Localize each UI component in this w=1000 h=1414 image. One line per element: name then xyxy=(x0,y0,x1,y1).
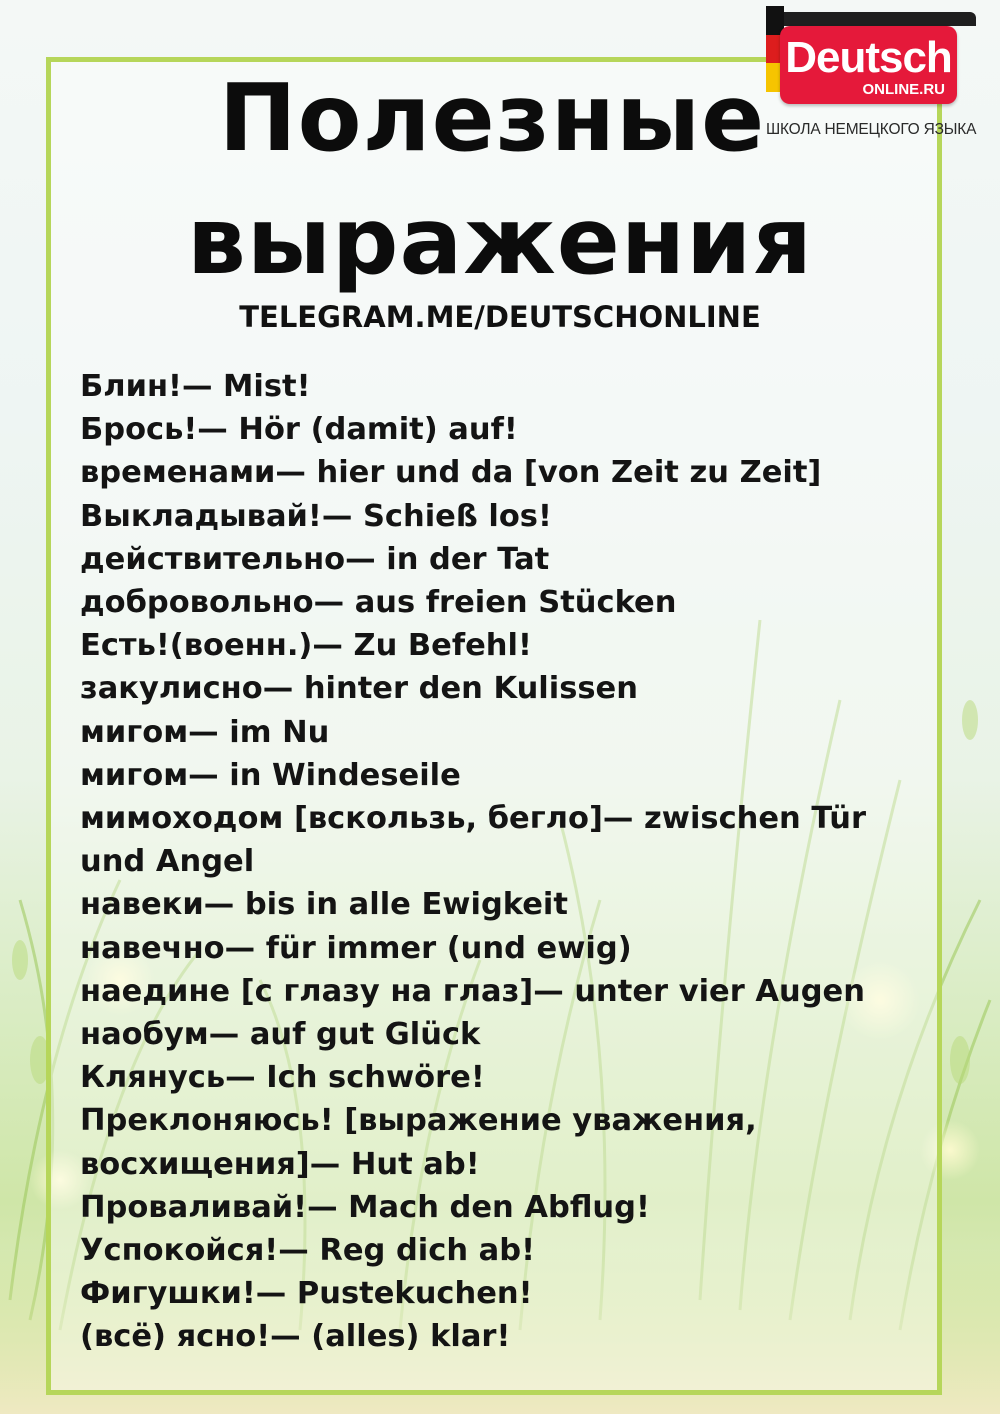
logo-domain-text: ONLINE.RU xyxy=(862,81,945,98)
phrase-item: Брось!— Hör (damit) auf! xyxy=(80,412,518,448)
phrase-list xyxy=(80,365,940,1359)
telegram-link[interactable]: TELEGRAM.ME/DEUTSCHONLINE xyxy=(239,300,761,334)
logo-top-bar xyxy=(766,12,976,26)
phrase-item: наедине [с глазу на глаз]— unter vier Augen xyxy=(80,973,865,1009)
logo-brand-text: Deutsch xyxy=(785,33,952,82)
phrase-item: (всё) ясно!— (alles) klar! xyxy=(80,1319,511,1355)
deutsch-online-logo[interactable] xyxy=(766,6,976,106)
phrase-item: действительно— in der Tat xyxy=(80,541,550,577)
phrase-item: мигом— in Windeseile xyxy=(80,757,461,793)
phrase-item: наобум— auf gut Glück xyxy=(80,1017,481,1053)
phrase-item: Преклоняюсь! [выражение уважения, восхищения]— Hut ab! xyxy=(80,1103,757,1182)
phrase-item: закулисно— hinter den Kulissen xyxy=(80,671,638,707)
phrase-item: Клянусь— Ich schwöre! xyxy=(80,1060,485,1096)
phrase-item: добровольно— aus freien Stücken xyxy=(80,585,677,621)
phrase-item: Фигушки!— Pustekuchen! xyxy=(80,1276,533,1312)
logo-badge xyxy=(780,26,957,104)
phrase-item: Блин!— Mist! xyxy=(80,369,311,404)
phrase-item: Успокойся!— Reg dich ab! xyxy=(80,1233,535,1269)
phrase-item: временами— hier und da [von Zeit zu Zeit] xyxy=(80,455,822,491)
phrase-item: навечно— für immer (und ewig) xyxy=(80,930,632,966)
phrase-item: мигом— im Nu xyxy=(80,714,330,750)
page-title-line-1: Полезные xyxy=(218,64,766,172)
logo-tagline: ШКОЛА НЕМЕЦКОГО ЯЗЫКА xyxy=(766,121,977,138)
phrase-item: мимоходом [вскользь, бегло]— zwischen Tür und Angel xyxy=(80,801,867,880)
phrase-item: навеки— bis in alle Ewigkeit xyxy=(80,887,568,923)
phrase-item: Проваливай!— Mach den Abflug! xyxy=(80,1189,650,1225)
page-title-line-2: выражения xyxy=(186,187,814,295)
phrase-item: Выкладывай!— Schieß los! xyxy=(80,498,552,534)
phrase-item: Есть!(военн.)— Zu Befehl! xyxy=(80,628,532,664)
